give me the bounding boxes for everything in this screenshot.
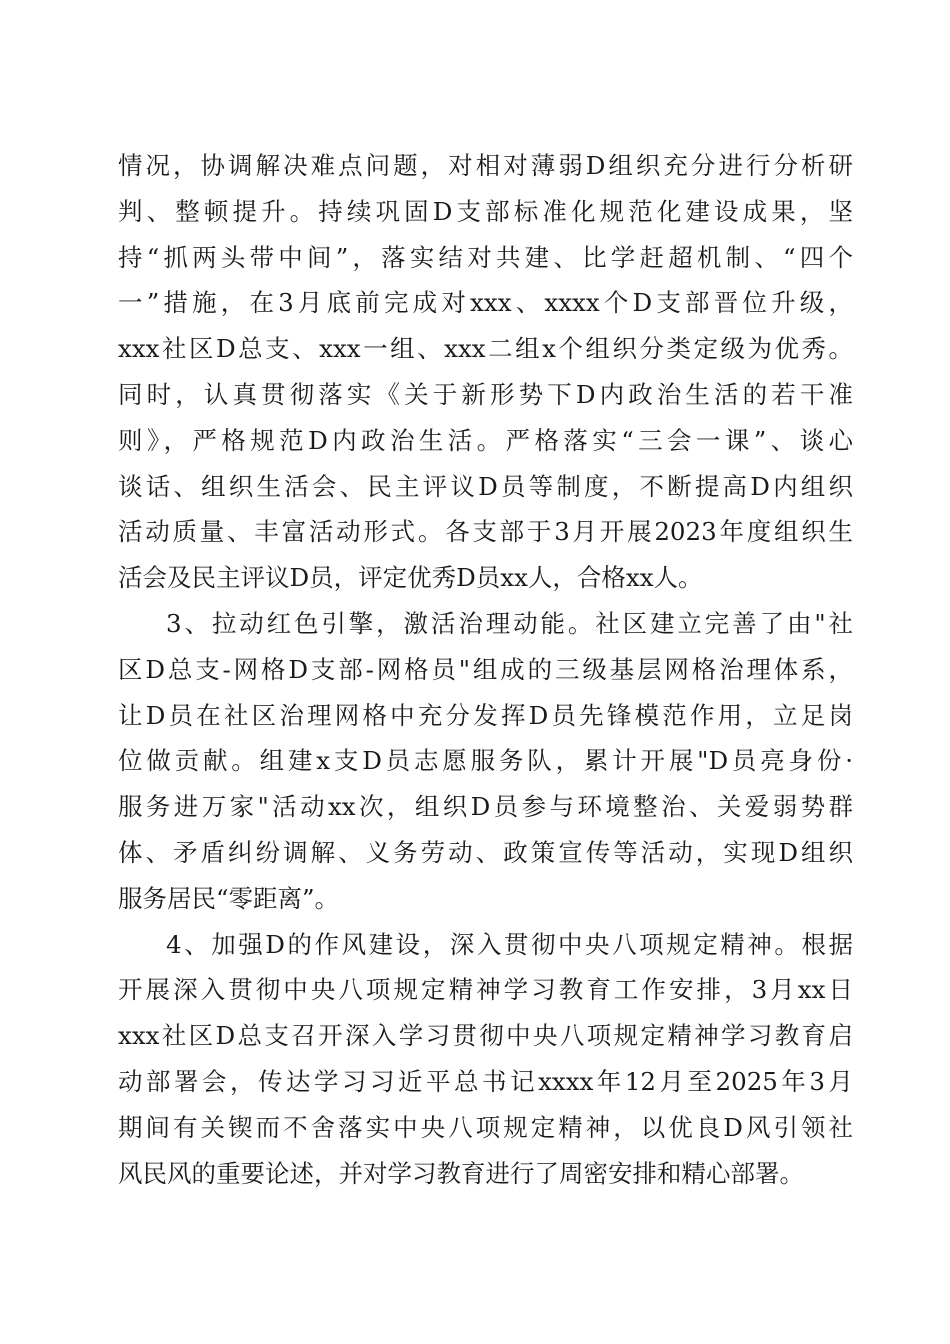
paragraph-line: 活动质量、丰富活动形式。各支部于3月开展2023年度组织生 bbox=[118, 517, 853, 547]
paragraph-line: 一”措施，在3月底前完成对xxx、xxxx个D支部晋位升级， bbox=[118, 288, 853, 318]
paragraph-line: 判、整顿提升。持续巩固D支部标准化规范化建设成果，坚 bbox=[118, 196, 853, 226]
paragraph-line: 体、矛盾纠纷调解、义务劳动、政策宣传等活动，实现D组织 bbox=[118, 837, 853, 867]
paragraph-line: 服务进万家"活动xx次，组织D员参与环境整治、关爱弱势群 bbox=[118, 792, 853, 822]
paragraph-line: 持“抓两头带中间”，落实结对共建、比学赶超机制、“四个 bbox=[118, 242, 853, 272]
paragraph-line: 活会及民主评议D员，评定优秀D员xx人，合格xx人。 bbox=[118, 563, 703, 593]
paragraph-line: 同时，认真贯彻落实《关于新形势下D内政治生活的若干准 bbox=[118, 379, 853, 409]
document-body bbox=[118, 143, 853, 1196]
paragraph-line: xxx社区D总支、xxx一组、xxx二组x个组织分类定级为优秀。 bbox=[118, 334, 853, 364]
paragraph-line: 位做贡献。组建x支D员志愿服务队，累计开展"D员亮身份· bbox=[118, 746, 853, 776]
paragraph-line: 3、拉动红色引擎，激活治理动能。社区建立完善了由"社 bbox=[166, 608, 853, 638]
paragraph-line: 情况，协调解决难点问题，对相对薄弱D组织充分进行分析研 bbox=[118, 151, 853, 180]
paragraph-line: 让D员在社区治理网格中充分发挥D员先锋模范作用，立足岗 bbox=[118, 700, 853, 730]
paragraph-line: 4、加强D的作风建设，深入贯彻中央八项规定精神。根据 bbox=[166, 929, 853, 959]
paragraph-line: 开展深入贯彻中央八项规定精神学习教育工作安排，3月xx日 bbox=[118, 975, 853, 1005]
paragraph-line: 服务居民“零距离”。 bbox=[118, 883, 340, 913]
paragraph-line: xxx社区D总支召开深入学习贯彻中央八项规定精神学习教育启 bbox=[118, 1021, 853, 1051]
paragraph-line: 则》，严格规范D内政治生活。严格落实“三会一课”、谈心 bbox=[118, 425, 853, 455]
paragraph-line: 期间有关锲而不舍落实中央八项规定精神，以优良D风引领社 bbox=[118, 1112, 853, 1142]
paragraph-line: 动部署会，传达学习习近平总书记xxxx年12月至2025年3月 bbox=[118, 1066, 853, 1096]
paragraph-line: 风民风的重要论述，并对学习教育进行了周密安排和精心部署。 bbox=[118, 1158, 804, 1188]
paragraph-line: 谈话、组织生活会、民主评议D员等制度，不断提高D内组织 bbox=[118, 471, 853, 501]
paragraph-line: 区D总支-网格D支部-网格员"组成的三级基层网格治理体系， bbox=[118, 654, 853, 684]
